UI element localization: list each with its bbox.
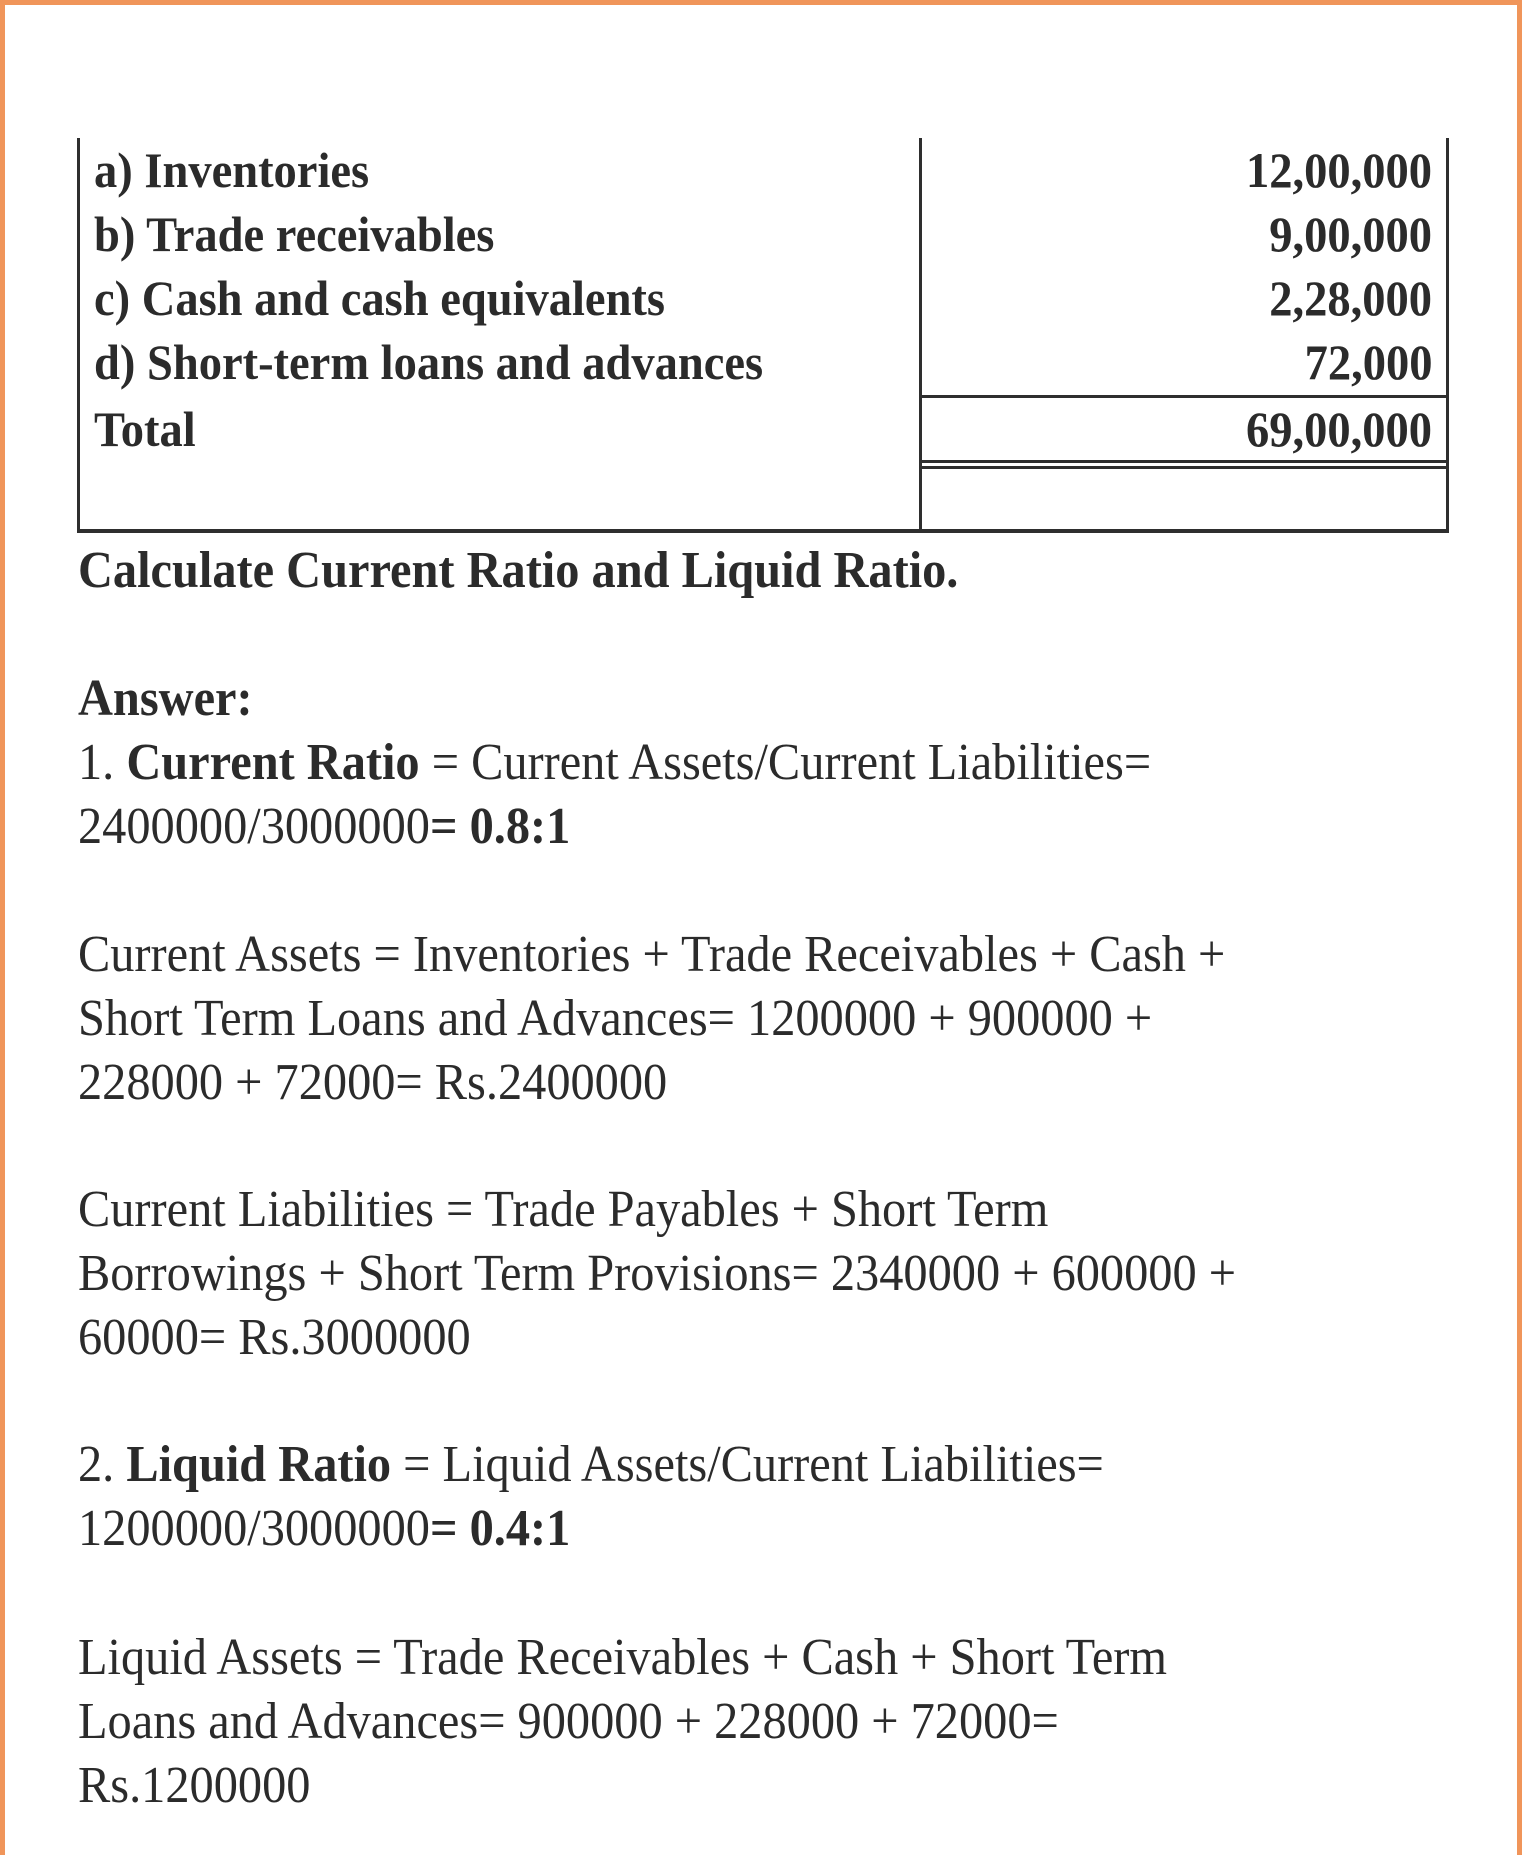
current-assets-line: Short Term Loans and Advances= 1200000 + 900000 +: [78, 990, 1153, 1047]
current-assets-block: [78, 923, 1458, 1115]
current-liabilities-block: [78, 1178, 1458, 1370]
current-ratio-number: 1.: [78, 734, 127, 791]
current-ratio-result: = 0.8:1: [429, 798, 571, 855]
liquid-assets-block: [78, 1626, 1458, 1818]
current-assets-line: Current Assets = Inventories + Trade Receivables + Cash +: [78, 926, 1226, 983]
current-liabilities-line: 60000= Rs.3000000: [78, 1309, 471, 1366]
total-double-rule-bottom: [922, 466, 1446, 469]
row-label: a) Inventories: [94, 142, 370, 198]
liquid-assets-line: Loans and Advances= 900000 + 228000 + 72000=: [78, 1693, 1059, 1750]
table-row: [80, 330, 1446, 394]
total-double-rule-top: [922, 460, 1446, 463]
row-value: 72,000: [1304, 334, 1432, 390]
question-block: [78, 539, 1458, 603]
current-ratio-title: Current Ratio: [126, 734, 420, 791]
row-value: 2,28,000: [1269, 270, 1432, 326]
current-ratio-formula: [78, 731, 1361, 795]
row-label: c) Cash and cash equivalents: [94, 270, 666, 326]
liquid-ratio-definition: = Liquid Assets/Current Liabilities=: [391, 1436, 1104, 1493]
row-value: 12,00,000: [1246, 142, 1432, 198]
current-assets-line: 228000 + 72000= Rs.2400000: [78, 1054, 668, 1111]
liquid-ratio-title: Liquid Ratio: [126, 1436, 392, 1493]
current-ratio-calc: 2400000/3000000: [78, 798, 430, 855]
current-ratio-definition: = Current Assets/Current Liabilities=: [419, 734, 1152, 791]
liquid-ratio-block: [78, 1433, 1458, 1561]
liquid-assets-line: Rs.1200000: [78, 1757, 311, 1814]
liquid-assets-line: Liquid Assets = Trade Receivables + Cash + Short Term: [78, 1629, 1168, 1686]
table-row: [80, 202, 1446, 266]
total-value: 69,00,000: [1246, 401, 1432, 457]
liquid-ratio-calc: 1200000/3000000: [78, 1500, 430, 1557]
table-row: [80, 138, 1446, 202]
current-liabilities-line: Current Liabilities = Trade Payables + Short Term: [78, 1181, 1049, 1238]
answer-heading: Answer:: [78, 670, 253, 727]
current-ratio-calculation: [78, 795, 1361, 859]
row-label: d) Short-term loans and advances: [94, 334, 764, 390]
question-text: Calculate Current Ratio and Liquid Ratio.: [78, 542, 959, 599]
liquid-ratio-calculation: [78, 1497, 1361, 1561]
row-label: b) Trade receivables: [94, 206, 495, 262]
row-value: 9,00,000: [1269, 206, 1432, 262]
answer-block: [78, 667, 1458, 859]
table-row: [80, 266, 1446, 330]
liquid-ratio-number: 2.: [78, 1436, 127, 1493]
total-row: [80, 397, 1446, 461]
current-liabilities-line: Borrowings + Short Term Provisions= 2340000 + 600000 +: [78, 1245, 1237, 1302]
total-label: Total: [94, 401, 196, 457]
liquid-ratio-formula: [78, 1433, 1361, 1497]
liquid-ratio-result: = 0.4:1: [429, 1500, 571, 1557]
current-assets-table: [77, 138, 1449, 533]
